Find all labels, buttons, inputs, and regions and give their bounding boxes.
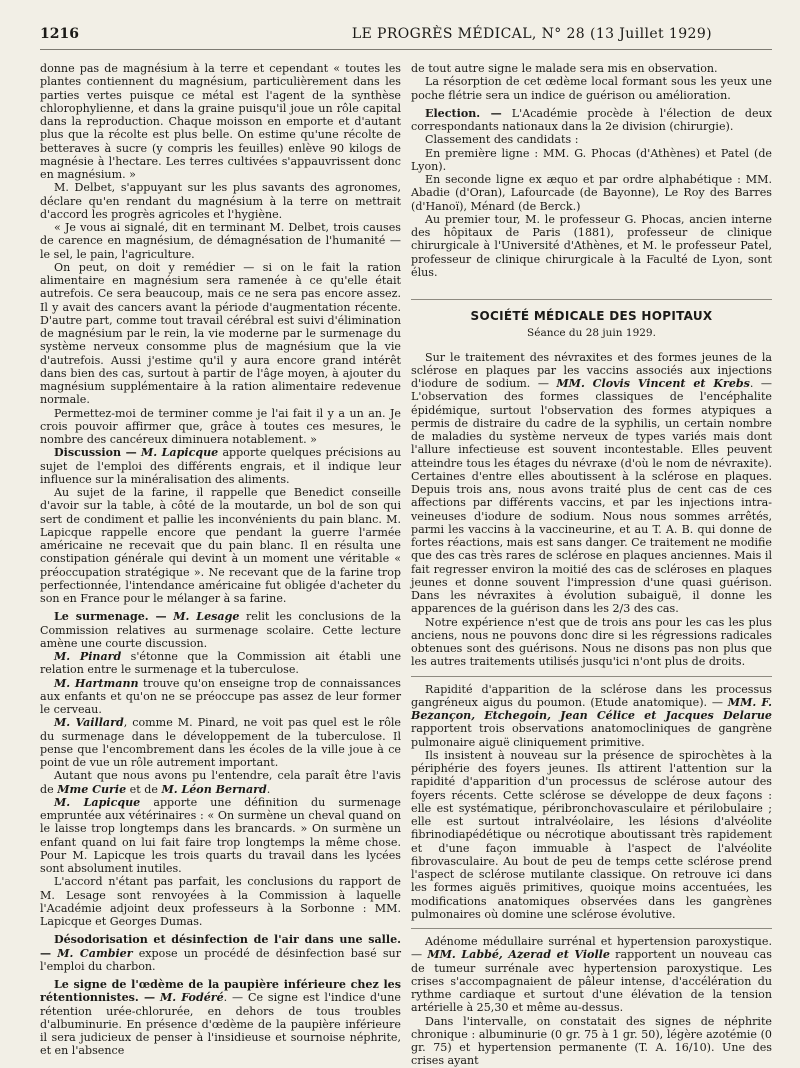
paragraph-text: Rapidité d'apparition de la sclérose dans les processus gangréneux aigus du poumon. (Etude anatomique). — bbox=[411, 682, 772, 709]
paragraph-text: et de bbox=[126, 782, 162, 796]
paragraph-text: expose un procédé de désinfection basé sur l'emploi du charbon. bbox=[40, 946, 401, 973]
paragraph-text: . bbox=[266, 782, 271, 796]
section-lead: Le signe de l'œdème de la paupière inférieure chez les rétentionnistes. — bbox=[40, 978, 401, 1005]
paragraph: Permettez-moi de terminer comme je l'ai fait il y a un an. Je crois pouvoir affirmer que, grâce à toutes ces mesures, le nombre des cancéreux diminuera notablement. » bbox=[40, 406, 401, 446]
author-name: M. Pinard bbox=[54, 650, 122, 663]
author-name: MM. Labbé, Azerad et Violle bbox=[427, 948, 610, 962]
paragraph: Au premier tour, M. le professeur G. Phocas, ancien interne des hôpitaux de Paris (1881), professeur de clinique chirurgicale à l'Université d'Athènes, et M. le professeur Patel, professeur de clinique chirurgicale à la Faculté de Lyon, sont élus. bbox=[411, 212, 772, 279]
paragraph: En première ligne : MM. G. Phocas (d'Athènes) et Patel (de Lyon). bbox=[411, 146, 772, 173]
paragraph bbox=[40, 677, 401, 717]
section-lead: Le surmenage. — bbox=[54, 610, 167, 624]
adenome-paragraph bbox=[411, 935, 772, 1015]
author-name: M. Lapicque bbox=[140, 446, 219, 460]
election-paragraph bbox=[411, 107, 772, 134]
section-lead: Discussion — bbox=[54, 446, 137, 460]
paragraph: Notre expérience n'est que de trois ans pour les cas les plus anciens, nous ne pouvons donc dire si les régressions radicales obtenues sont des guérisons. Nous ne disons pas non plus que les autres traitements utilisés jusqu'ici n'ont plus de droits. bbox=[411, 615, 772, 669]
paragraph: Au sujet de la farine, il rappelle que Benedict conseille d'avoir sur la table, à côté de la moutarde, un bol de son qui sert de condiment et pallie les inconvénients du pain blanc. M. Lapicque rappelle encore que pendant la guerre l'armée américaine ne recevait que du pain blanc. Il en résulta une constipation générale qui devint à un moment une véritable « préoccupation stratégique ». Ne recevant que de la farine trop perfectionnée, l'intendance américaine fut obligée d'acheter du son en France pour le mélanger à sa farine. bbox=[40, 486, 401, 605]
paragraph bbox=[40, 796, 401, 876]
paragraph-text: rapportent un nouveau cas de tumeur surrénale avec hypertension paroxystique. Les crises s'accompagnaient de pâleur intense, d'accélération du rythme cardiaque et surtout d'une élévation de la tension artérielle à 25,30 et même au-dessus. bbox=[411, 948, 772, 1015]
section-divider bbox=[411, 299, 772, 300]
page-header bbox=[40, 26, 772, 50]
running-title: LE PROGRÈS MÉDICAL, N° 28 (13 Juillet 1929) bbox=[351, 26, 712, 42]
paragraph-text: s'étonne que la Commission ait établi une relation entre le surmenage et la tuberculose. bbox=[40, 650, 402, 677]
paragraph-text: trouve qu'on enseigne trop de connaissances aux enfants et qu'on ne se préoccupe pas assez de leur former le cerveau. bbox=[40, 676, 401, 716]
seance-date: Séance du 28 juin 1929. bbox=[527, 327, 656, 340]
paragraph-text: apporte quelques précisions au sujet de l'emploi des différents engrais, et il indique leur influence sur la minéralisation des aliments. bbox=[40, 446, 402, 486]
paragraph-text: apporte une définition du surmenage empruntée aux vétérinaires : « On surmène un cheval quand on le laisse trop longtemps dans les brancards. » On surmène un enfant quand on lui fait faire trop longtemps la même chose. Pour M. Lapicque les trois quarts du travail dans les lycées sont absolument inutiles. bbox=[40, 795, 401, 875]
section-lead: Election. — bbox=[425, 106, 502, 120]
discussion-paragraph bbox=[40, 446, 401, 486]
author-name: M. Lesage bbox=[173, 610, 240, 624]
paragraph: On peut, on doit y remédier — si on le fait la ration alimentaire en magnésium sera ramenée à ce qu'elle était autrefois. Ce sera beaucoup, mais ce ne sera pas encore assez. Il y avait des cancers avant la période d'augmentation récente. D'autre part, comme tout travail cérébral est suivi d'élimination de magnésium par le rein, la vie moderne par le surmenage du système nerveux consomme plus de magnésium que la vie d'autrefois. Aussi j'estime qu'il y aura encore grand intérêt dans bien des cas, surtout à partir de l'âge moyen, à ajouter du magnésium supplémentaire à la ration alimentaire redevenue normale. bbox=[40, 260, 401, 407]
paragraph: Ils insistent à nouveau sur la présence de spirochètes à la périphérie des foyers jeunes. Ils attirent l'attention sur la rapidité d'apparition d'un processus de sclérose autour des foyers récents. Cette sclérose se développe de deux façons : elle est systématique, péribronchovasculaire et périlobulaire ; elle est surtout intralvéolaire, les lésions d'alvéolite fibrinodiapédétique ou nécrotique aboutissant très rapidement et d'une façon immuable à l'aspect de l'alvéolite fibrovasculaire. Au bout de peu de temps cette sclérose prend l'aspect de sclérose mutilante classique. On retrouve ici dans les formes aiguës primitives, quoique moins accentuées, les modifications anatomiques observées dans les gangrènes pulmonaires où domine une sclérose évolutive. bbox=[411, 748, 772, 921]
author-name: M. Cambier bbox=[57, 946, 133, 960]
author-name: M. Lapicque bbox=[54, 795, 141, 809]
paragraph-text: Adénome médullaire surrénal et hypertension paroxystique. — bbox=[411, 935, 772, 962]
paragraph-text: , comme M. Pinard, ne voit pas quel est le rôle du surmenage dans le développement de la tuberculose. Il pense que l'encombrement dans les écoles de la ville joue à ce point de vue un rôle autrement important. bbox=[40, 716, 401, 769]
paragraph: de tout autre signe le malade sera mis en observation. bbox=[411, 62, 718, 75]
paragraph-text: L'Académie procède à l'élection de deux correspondants nationaux dans la 2e division (chirurgie). bbox=[411, 106, 772, 133]
desodorisation-paragraph bbox=[40, 933, 401, 973]
paragraph: La résorption de cet œdème local formant sous les yeux une poche flétrie sera un indice de guérison ou amélioration. bbox=[411, 75, 772, 102]
paragraph: En seconde ligne ex æquo et par ordre alphabétique : MM. Abadie (d'Oran), Lafourcade (de Bayonne), Le Roy des Barres (d'Hanoï), Ménard (de Berck.) bbox=[411, 173, 772, 213]
surmenage-paragraph bbox=[40, 610, 401, 650]
oedeme-paragraph bbox=[40, 978, 401, 1058]
paragraph-text: Sur le traitement des névraxites et des formes jeunes de la sclérose en plaques par les vaccins associés aux injections d'iodure de sodium. — bbox=[411, 350, 772, 390]
section-divider bbox=[411, 928, 772, 929]
sclerose-paragraph bbox=[411, 683, 772, 749]
paragraph bbox=[40, 650, 401, 677]
author-name: M. Hartmann bbox=[54, 676, 139, 690]
paragraph: « Je vous ai signalé, dit en terminant M. Delbet, trois causes de carence en magnésium, de démagnésation de l'humanité — le sel, le pain, l'agriculture. bbox=[40, 221, 401, 261]
left-column bbox=[40, 62, 401, 1068]
right-column bbox=[411, 62, 772, 1068]
author-name: Mme Curie bbox=[57, 782, 127, 796]
text-columns bbox=[40, 62, 772, 1068]
paragraph: M. Delbet, s'appuyant sur les plus savants des agronomes, déclare qu'en rendant du magnésium à la terre on mettrait d'accord les progrès agricoles et l'hygiène. bbox=[40, 181, 401, 221]
author-name: M. Léon Bernard bbox=[161, 782, 267, 796]
paragraph-text: Autant que nous avons pu l'entendre, cela paraît être l'avis de bbox=[40, 769, 401, 796]
author-name: M. Vaillard bbox=[54, 716, 124, 730]
author-name: M. Fodéré bbox=[159, 991, 224, 1005]
section-divider bbox=[411, 676, 772, 677]
paragraph: L'accord n'étant pas parfait, les conclusions du rapport de M. Lesage sont renvoyées à la Commission à laquelle l'Académie adjoint deux professeurs à la Sorbonne : MM. Lapicque et Georges Dumas. bbox=[40, 875, 401, 928]
paragraph: Classement des candidats : bbox=[425, 133, 579, 147]
nevraxite-paragraph bbox=[411, 351, 772, 616]
society-title: SOCIÉTÉ MÉDICALE DES HOPITAUX bbox=[470, 309, 713, 323]
paragraph: Dans l'intervalle, on constatait des signes de néphrite chronique : albuminurie (0 gr. 75 à 1 gr. 50), légère azotémie (0 gr. 75) et hypertension permanente (T. A. 16/10). Une des crises ayant bbox=[411, 1014, 772, 1068]
paragraph-text: relit les conclusions de la Commission relatives au surmenage scolaire. Cette lecture amène une courte discussion. bbox=[40, 610, 401, 650]
author-name: MM. Clovis Vincent et Krebs bbox=[556, 377, 750, 390]
paragraph bbox=[40, 769, 401, 796]
paragraph-text: . — L'observation des formes classiques de l'encéphalite épidémique, surtout l'observation des formes atypiques a permis de distraire du cadre de la syphilis, un certain nombre de maladies du système nerveux de types variés mais dont l'allure infectieuse est souvent incontestable. Elles peuvent atteindre tous les étages du névraxe (d'où le nom de névraxite). Certaines d'entre elles aboutissent à la sclérose en plaques. Depuis trois ans, nous avons traité plus de cent cas de ces affections par différents vaccins, et par les injections intra-veineuses d'iodure de sodium. Nous nous sommes arrêtés, parmi les vaccins à la vaccineurine, et au T. A. B. qui donne de fortes réactions, mais est sans danger. Ce traitement ne modifie que des cas très rares de sclérose en plaques anciennes. Mais il fait regresser environ la moitié des cas de scléroses en plaques jeunes et donne souvent l'impression d'une quasi guérison. Dans les névraxites à évolution subaiguë, il donne les apparences de la guérison dans les 2/3 des cas. bbox=[411, 377, 772, 616]
page-number: 1216 bbox=[40, 26, 79, 42]
paragraph-text: rapportent trois observations anatomocliniques de gangrène pulmonaire aiguë cliniquement primitive. bbox=[411, 722, 772, 749]
paragraph-text: . — Ce signe est l'indice d'une rétention urée-chlorurée, en dehors de tous troubles d'albuminurie. En présence d'œdème de la paupière inférieure il sera judicieux de penser à l'insidieuse et sournoise néphrite, et en l'absence bbox=[40, 991, 401, 1058]
paragraph bbox=[40, 716, 401, 769]
author-name: MM. F. Bezançon, Etchegoin, Jean Célice et Jacques Delarue bbox=[411, 695, 772, 722]
paragraph: donne pas de magnésium à la terre et cependant « toutes les plantes contiennent du magnésium, particulièrement dans les parties vertes puisque ce métal est l'agent de la synthèse chlorophylienne, et dans la graine puisqu'il joue un rôle capital dans la reproduction. Chaque moisson en emporte et d'autant plus que la récolte est plus belle. On estime qu'une récolte de betteraves à sucre (y compris les feuilles) enlève 90 kilogs de magnésie à l'hectare. Les terres cultivées s'appauvrissent donc en magnésium. » bbox=[40, 62, 401, 181]
section-lead: Désodorisation et désinfection de l'air dans une salle. — bbox=[40, 933, 401, 960]
